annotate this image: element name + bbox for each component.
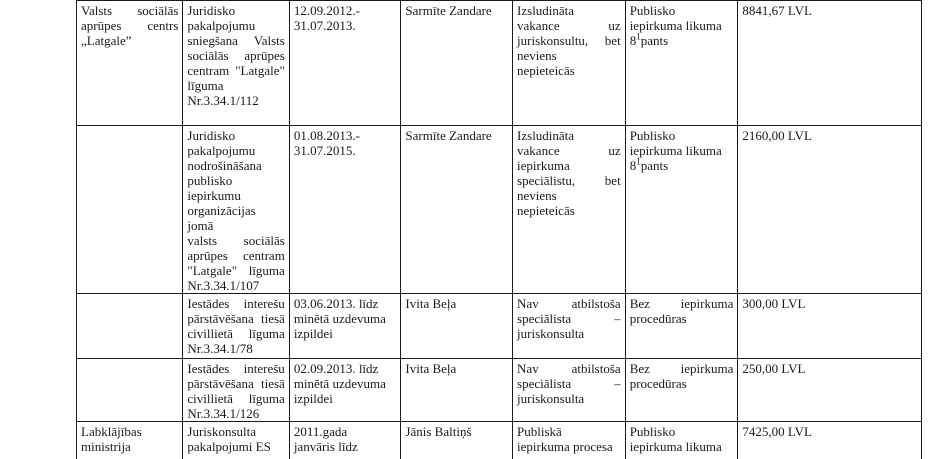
cell-line: Nr.3.34.1/107 xyxy=(187,278,260,293)
cell-line: speciālistu, bet xyxy=(517,173,621,188)
cell-line: organizācijas jomā xyxy=(187,203,256,233)
cell-line: 2011.gada xyxy=(293,424,348,439)
cell-line: Publisko xyxy=(629,3,676,18)
institution-cell xyxy=(77,126,183,294)
cell-line: procedūras xyxy=(629,376,687,391)
cell-line: minētā uzdevuma xyxy=(293,376,386,391)
table-row xyxy=(77,294,922,359)
cell-line: $8^1pants$ xyxy=(629,31,669,48)
cell-line: Publiskā xyxy=(517,424,562,439)
reason-cell xyxy=(513,422,626,459)
cell-line: Izsludināta xyxy=(517,128,575,143)
table-row xyxy=(77,126,922,294)
cell-line: Nav atbilstoša xyxy=(517,296,621,311)
cell-line: Izsludināta xyxy=(517,3,575,18)
period-cell xyxy=(289,359,401,422)
period-cell xyxy=(289,1,401,126)
cell-line: Jānis Baltiņš xyxy=(405,424,472,439)
service-cell xyxy=(183,294,289,359)
service-cell xyxy=(183,422,289,459)
cell-line: Publisko xyxy=(629,424,676,439)
service-cell xyxy=(183,1,289,126)
table-body xyxy=(77,1,922,459)
reason-cell xyxy=(513,359,626,422)
cell-line: „Latgale” xyxy=(81,33,132,48)
amount-cell xyxy=(738,359,922,422)
cell-line: juriskonsulta xyxy=(517,326,585,341)
cell-line: neviens xyxy=(517,48,557,63)
cell-line: Labklājības xyxy=(81,424,142,439)
person-cell xyxy=(401,422,513,459)
cell-line: Publisko xyxy=(629,128,676,143)
cell-line: Sarmīte Zandare xyxy=(405,128,492,143)
cell-line: Juridisko xyxy=(187,128,236,143)
cell-line: 12.09.2012.- xyxy=(293,3,360,18)
cell-line: aprūpes centram xyxy=(187,248,285,263)
amount-cell xyxy=(738,422,922,459)
cell-line: iepirkuma procesa xyxy=(517,439,613,454)
cell-line: valsts sociālās xyxy=(187,233,285,248)
cell-line: Juriskonsulta xyxy=(187,424,257,439)
cell-line: sociālās aprūpes xyxy=(187,48,285,63)
amount-cell xyxy=(738,126,922,294)
reason-cell xyxy=(513,1,626,126)
amount-cell xyxy=(738,294,922,359)
person-cell xyxy=(401,359,513,422)
procedure-cell xyxy=(625,359,738,422)
cell-line: 03.06.2013. līdz xyxy=(293,296,379,311)
procedure-cell xyxy=(625,126,738,294)
superscript: 1 xyxy=(636,156,641,167)
cell-line: 300,00 LVL xyxy=(742,296,806,311)
cell-line: Nr.3.34.1/78 xyxy=(187,341,253,356)
cell-line: pakalpojumu xyxy=(187,143,256,158)
cell-line: līguma xyxy=(187,78,224,93)
institution-cell xyxy=(77,294,183,359)
institution-cell xyxy=(77,1,183,126)
institution-cell xyxy=(77,359,183,422)
cell-line: nepieteicās xyxy=(517,203,575,218)
cell-line: civillietā līguma xyxy=(187,326,285,341)
cell-line: 02.09.2013. līdz xyxy=(293,361,379,376)
cell-line: "Latgale" līguma xyxy=(187,263,285,278)
cell-line: civillietā līguma xyxy=(187,391,285,406)
service-cell xyxy=(183,359,289,422)
cell-line: izpildei xyxy=(293,326,333,341)
cell-line: izpildei xyxy=(293,391,333,406)
cell-line: iepirkuma likuma xyxy=(629,143,722,158)
cell-line: Nav atbilstoša xyxy=(517,361,621,376)
cell-line: vakance uz xyxy=(517,18,621,33)
cell-line: aprūpes centrs xyxy=(81,18,179,33)
period-cell xyxy=(289,294,401,359)
cell-line: pakalpojumi ES xyxy=(187,439,271,454)
cell-line: Sarmīte Zandare xyxy=(405,3,492,18)
cell-line: nodrošināšana xyxy=(187,158,262,173)
cell-line: Iestādes interešu xyxy=(187,361,285,376)
reason-cell xyxy=(513,294,626,359)
cell-line: janvāris līdz xyxy=(293,439,358,454)
cell-line: juriskonsultu, bet xyxy=(517,33,621,48)
superscript: 1 xyxy=(636,31,641,42)
cell-line: neviens xyxy=(517,188,557,203)
cell-line: Valsts sociālās xyxy=(81,3,179,18)
table-row xyxy=(77,422,922,459)
person-cell xyxy=(401,126,513,294)
cell-line: $8^1pants$ xyxy=(629,156,669,173)
procedure-cell xyxy=(625,1,738,126)
cell-line: iepirkuma xyxy=(517,158,570,173)
table-row xyxy=(77,359,922,422)
cell-line: Juridisko xyxy=(187,3,236,18)
cell-line: Nr.3.34.1/112 xyxy=(187,93,259,108)
cell-line: sniegšana Valsts xyxy=(187,33,285,48)
cell-line: 31.07.2015. xyxy=(293,143,356,158)
cell-line: Bez iepirkuma xyxy=(629,296,734,311)
cell-line: 7425,00 LVL xyxy=(742,424,812,439)
cell-line: nepieteicās xyxy=(517,63,575,78)
cell-line: minētā uzdevuma xyxy=(293,311,386,326)
cell-line: 8841,67 LVL xyxy=(742,3,812,18)
cell-line: 01.08.2013.- xyxy=(293,128,360,143)
cell-line: Ivita Beļa xyxy=(405,361,457,376)
cell-line: 31.07.2013. xyxy=(293,18,356,33)
person-cell xyxy=(401,294,513,359)
cell-line: procedūras xyxy=(629,311,687,326)
cell-line: vakance uz xyxy=(517,143,621,158)
institution-cell xyxy=(77,422,183,459)
cell-line: juriskonsulta xyxy=(517,391,585,406)
cell-line: Iestādes interešu xyxy=(187,296,285,311)
cell-line: pakalpojumu xyxy=(187,18,256,33)
table-row xyxy=(77,1,922,126)
reason-cell xyxy=(513,126,626,294)
cell-line: pārstāvēšana tiesā xyxy=(187,311,285,326)
period-cell xyxy=(289,422,401,459)
service-cell xyxy=(183,126,289,294)
cell-line: 2160,00 LVL xyxy=(742,128,812,143)
cell-line: publisko xyxy=(187,173,233,188)
period-cell xyxy=(289,126,401,294)
cell-line: 250,00 LVL xyxy=(742,361,806,376)
cell-line: Bez iepirkuma xyxy=(629,361,734,376)
cell-line: Ivita Beļa xyxy=(405,296,457,311)
cell-line: speciālista – xyxy=(517,376,621,391)
cell-line: speciālista – xyxy=(517,311,621,326)
cell-line: iepirkumu xyxy=(187,188,241,203)
cell-line: centram "Latgale" xyxy=(187,63,285,78)
cell-line: iepirkuma likuma xyxy=(629,439,722,454)
contracts-table xyxy=(76,0,922,459)
procedure-cell xyxy=(625,422,738,459)
procedure-cell xyxy=(625,294,738,359)
cell-line: ministrija xyxy=(81,439,131,454)
cell-line: Nr.3.34.1/126 xyxy=(187,406,260,421)
cell-line: pārstāvēšana tiesā xyxy=(187,376,285,391)
amount-cell xyxy=(738,1,922,126)
person-cell xyxy=(401,1,513,126)
cell-line: iepirkuma likuma xyxy=(629,18,722,33)
